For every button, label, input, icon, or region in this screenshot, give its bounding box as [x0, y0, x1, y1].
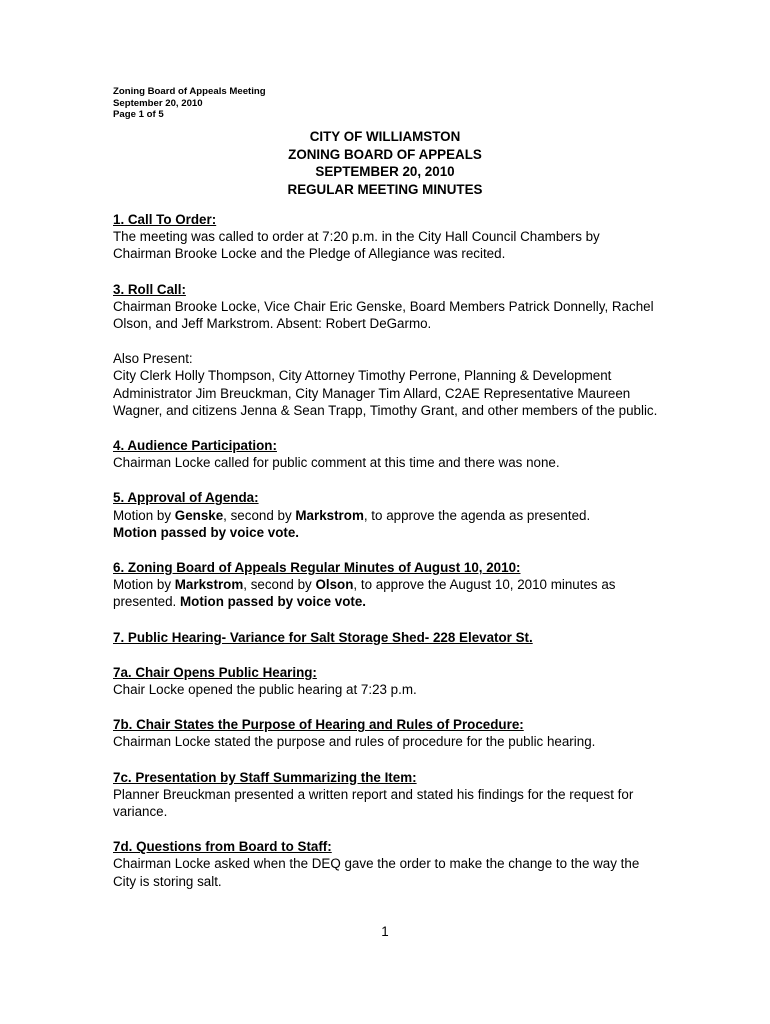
title-date: SEPTEMBER 20, 2010: [315, 164, 455, 180]
section-text: Chairman Locke stated the purpose and rules of procedure for the public hearing.: [113, 734, 596, 750]
text-run: , to approve the August 10, 2010 minutes as presented.: [113, 577, 616, 610]
text-run: , to approve the agenda as presented.: [363, 507, 591, 523]
document-body: [113, 211, 658, 908]
text-run: Motion by: [113, 507, 175, 523]
header-meeting-name: Zoning Board of Appeals Meeting: [113, 86, 266, 97]
section-heading: 7a. Chair Opens Public Hearing:: [113, 664, 317, 680]
section-roll-call: [113, 281, 658, 333]
section-audience-participation: [113, 437, 658, 471]
section-7b: [113, 716, 658, 750]
section-7c: [113, 769, 658, 821]
section-heading: 7d. Questions from Board to Staff:: [113, 839, 332, 855]
section-heading: 7. Public Hearing- Variance for Salt Storage Shed- 228 Elevator St.: [113, 629, 533, 645]
section-approval-of-agenda: [113, 489, 658, 541]
mover-name: Markstrom: [174, 577, 244, 593]
section-text: Planner Breuckman presented a written report and stated his findings for the request for variance.: [113, 786, 634, 820]
section-text: Chairman Locke called for public comment at this time and there was none.: [113, 455, 560, 471]
section-7d: [113, 838, 658, 890]
section-heading: 6. Zoning Board of Appeals Regular Minutes of August 10, 2010:: [113, 560, 521, 576]
section-text: [113, 507, 658, 524]
header-page-count: Page 1 of 5: [113, 109, 164, 120]
title-board: ZONING BOARD OF APPEALS: [288, 146, 482, 162]
section-7a: [113, 664, 658, 698]
section-text: City Clerk Holly Thompson, City Attorney Timothy Perrone, Planning & Development Administrator Jim Breuckman, City Manager Tim Allard, C2AE Representative Maureen Wagner, and citizens Jenna & Sean Trapp, Timothy Grant, and other members of the public.: [113, 368, 658, 418]
seconder-name: Olson: [315, 577, 354, 593]
motion-result: Motion passed by voice vote.: [180, 594, 367, 610]
section-heading: 7c. Presentation by Staff Summarizing the Item:: [113, 769, 417, 785]
also-present-label: Also Present:: [113, 351, 193, 367]
section-heading: 1. Call To Order:: [113, 212, 217, 227]
title-block: [0, 128, 770, 198]
text-run: , second by: [223, 507, 296, 523]
section-text: [113, 576, 658, 610]
section-also-present: [113, 350, 658, 419]
section-heading: 4. Audience Participation:: [113, 438, 277, 454]
title-city: CITY OF WILLIAMSTON: [309, 129, 461, 144]
section-heading: 7b. Chair States the Purpose of Hearing and Rules of Procedure:: [113, 717, 524, 733]
section-public-hearing: [113, 629, 658, 646]
section-heading: 5. Approval of Agenda:: [113, 490, 259, 506]
seconder-name: Markstrom: [295, 507, 364, 523]
header-date: September 20, 2010: [113, 97, 203, 109]
section-text: The meeting was called to order at 7:20 p.m. in the City Hall Council Chambers by Chairman Brooke Locke and the Pledge of Allegiance was recited.: [113, 229, 600, 262]
page-number: 1: [381, 924, 389, 939]
section-heading: 3. Roll Call:: [113, 281, 186, 297]
section-text: Chair Locke opened the public hearing at 7:23 p.m.: [113, 682, 417, 698]
motion-result: Motion passed by voice vote.: [113, 524, 300, 540]
section-text: Chairman Brooke Locke, Vice Chair Eric Genske, Board Members Patrick Donnelly, Rachel Olson, and Jeff Markstrom. Absent: Robert DeGarmo.: [113, 298, 654, 332]
section-call-to-order: [113, 211, 658, 263]
section-regular-minutes: [113, 559, 658, 611]
running-header: [113, 86, 266, 121]
text-run: Motion by: [113, 577, 175, 593]
text-run: , second by: [243, 577, 316, 593]
section-text: Chairman Locke asked when the DEQ gave the order to make the change to the way the City is storing salt.: [113, 856, 640, 889]
mover-name: Genske: [174, 507, 224, 523]
title-minutes: REGULAR MEETING MINUTES: [287, 181, 483, 197]
